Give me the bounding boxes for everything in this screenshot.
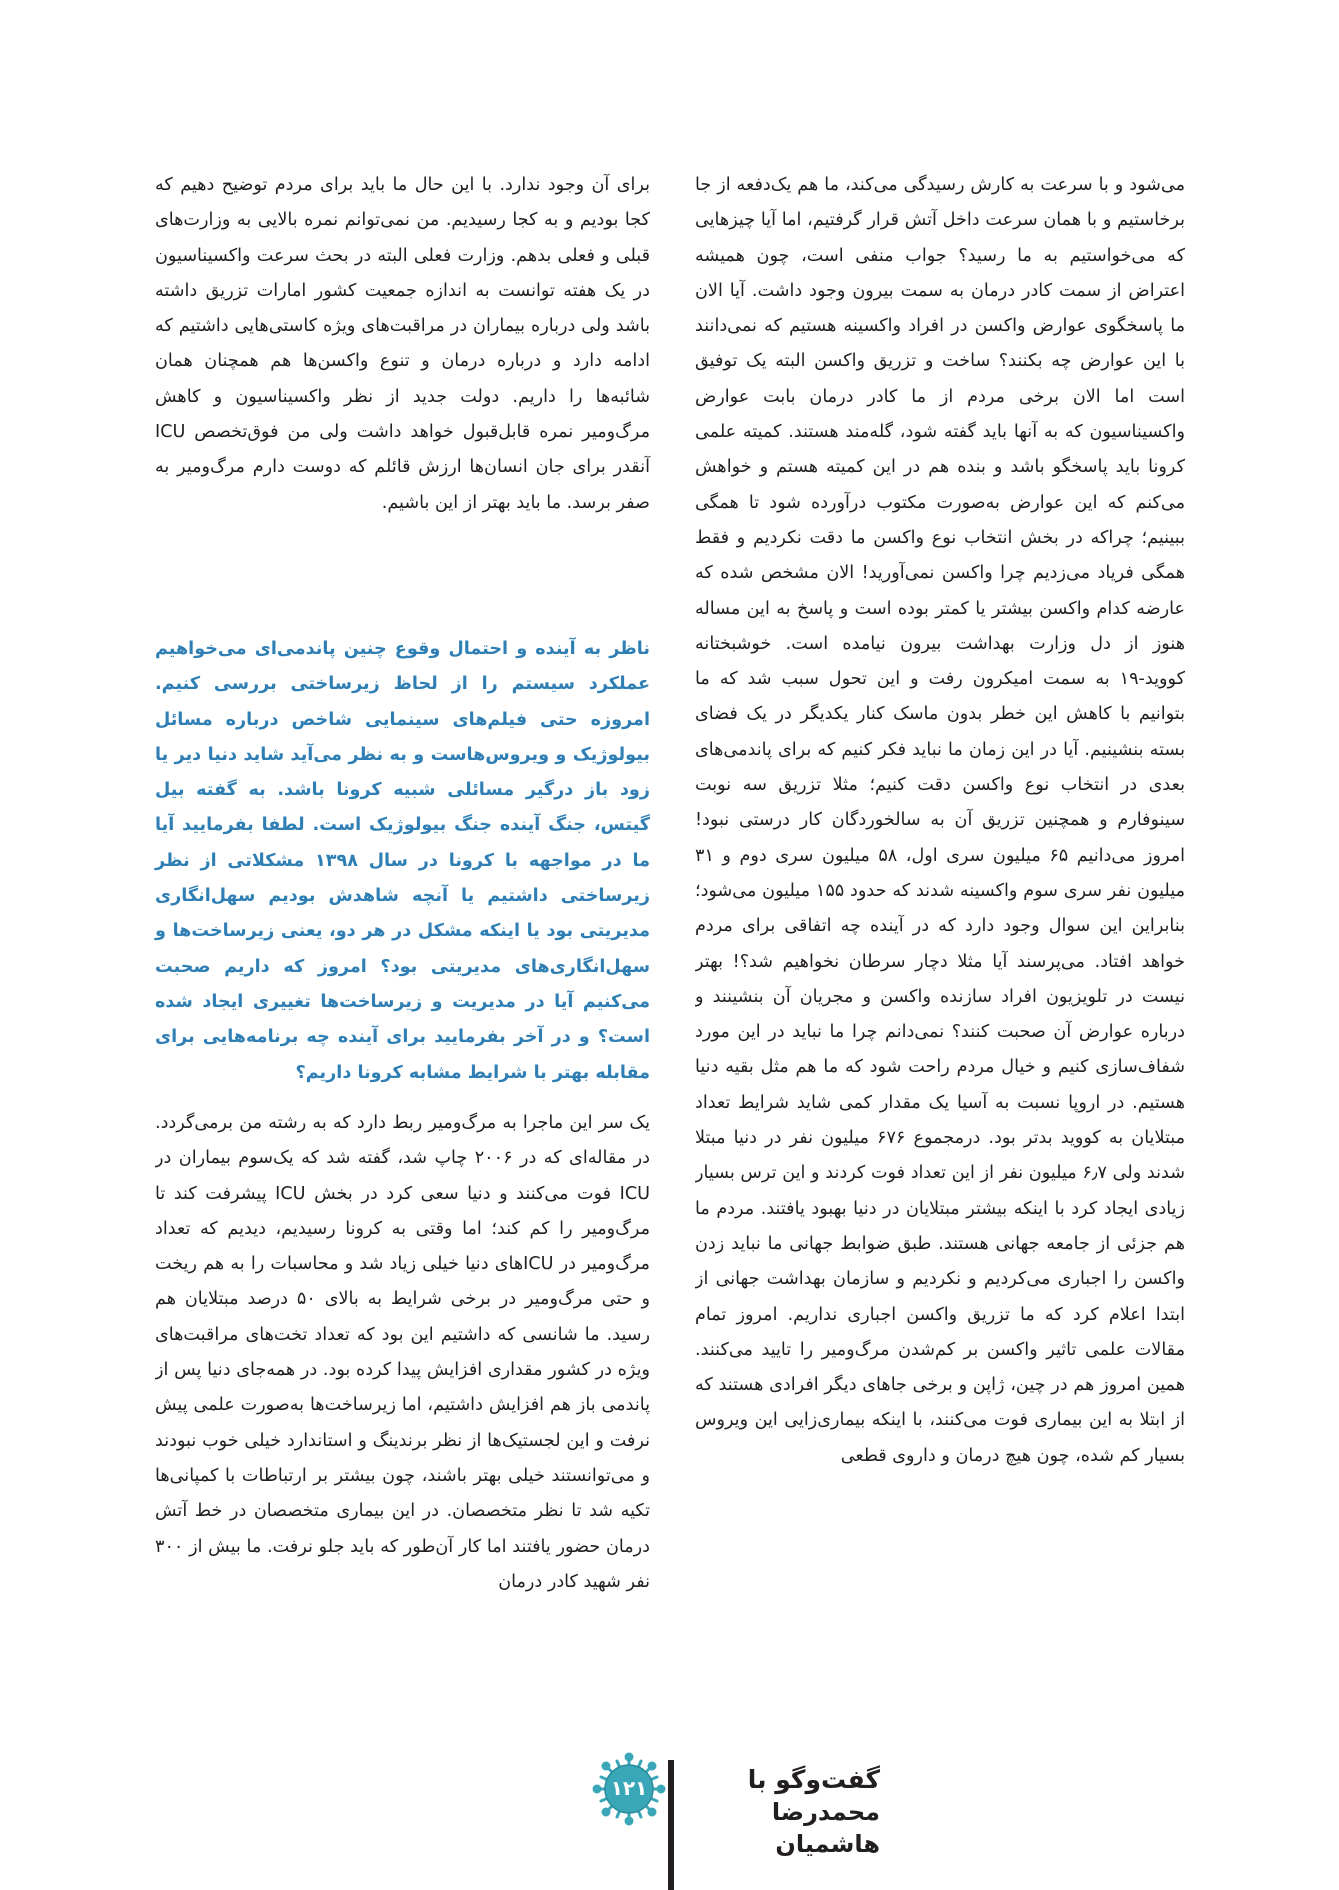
article-column-left-top xyxy=(155,168,650,521)
article-column-left-bottom xyxy=(155,1106,650,1720)
body-paragraph: می‌شود و با سرعت به کارش رسیدگی می‌کند، ما هم یک‌دفعه از جا برخاستیم و با همان سرعت داخل آتش قرار گرفتیم، اما آیا چیزهایی که می‌خواستیم به ما رسید؟ جواب منفی است، چون همیشه اعتراض از سمت کادر درمان به سمت بیرون وجود داشت. آیا الان ما پاسخگوی عوارض واکسن در افراد واکسینه هستیم که نمی‌دانند با این عوارض چه بکنند؟ ساخت و تزریق واکسن البته یک توفیق است اما الان برخی مردم از ما کادر درمان بابت عوارض واکسیناسیون که به آنها باید گفته شود، گله‌مند هستند. کمیته علمی کرونا باید پاسخگو باشد و بنده هم در این کمیته هستم و خواهش می‌کنم که این عوارض به‌صورت مکتوب درآورده شود تا همگی ببینیم؛ چراکه در بخش انتخاب نوع واکسن ما دقت نکردیم و فقط همگی فریاد می‌زدیم چرا واکسن نمی‌آورید! الان مشخص شده که عارضه کدام واکسن بیشتر یا کمتر بوده است و پاسخ به این مساله هنوز از دل وزارت بهداشت بیرون نیامده است. خوشبختانه کووید-۱۹ به سمت امیکرون رفت و این تحول سبب شد که ما بتوانیم با کاهش این خطر بدون ماسک کنار یکدیگر در یک فضای بسته بنشینیم. آیا در این زمان ما نباید فکر کنیم که برای پاندمی‌های بعدی در انتخاب نوع واکسن دقت کنیم؛ مثلا تزریق سه نوبت سینوفارم و همچنین تزریق آن به سالخوردگان کار درستی نبود! امروز می‌دانیم ۶۵ میلیون سری اول، ۵۸ میلیون سری دوم و ۳۱ میلیون نفر سری سوم واکسینه شدند که حدود ۱۵۵ میلیون می‌شود؛ بنابراین این سوال وجود دارد که در آینده چه اتفاقی برای مردم خواهد افتاد. می‌پرسند آیا مثلا دچار سرطان نخواهیم شد؟! بهتر نیست در تلویزیون افراد سازنده واکسن و مجریان آن بنشینند و درباره عوارض آن صحبت کنند؟ نمی‌دانم چرا ما نباید در این مورد شفاف‌سازی کنیم و خیال مردم راحت شود که ما هم مثل بقیه دنیا هستیم. در اروپا نسبت به آسیا یک مقدار کمی شاید شرایط تعداد مبتلایان به کووید بدتر بود. درمجموع ۶۷۶ میلیون نفر در دنیا مبتلا شدند ولی ۶٫۷ میلیون نفر از این تعداد فوت کردند و این ترس بسیار زیادی ایجاد کرد با اینکه بیشتر مبتلایان در دنیا بهبود یافتند. مردم ما هم جزئی از جامعه جهانی هستند. طبق ضوابط جهانی ما نباید زدن واکسن را اجباری می‌کردیم و نکردیم و سازمان بهداشت جهانی از ابتدا اعلام کرد که ما تزریق واکسن اجباری نداریم. امروز تمام مقالات علمی تاثیر واکسن بر کم‌شدن مرگ‌ومیر را تایید می‌کنند. همین امروز هم در چین، ژاپن و برخی جاهای دیگر افرادی هستند که از ابتلا به این بیماری فوت می‌کنند، با اینکه بیماری‌زایی این ویروس بسیار کم شده، چون هیچ درمان و داروی قطعی xyxy=(695,175,1185,1466)
article-column-right xyxy=(695,168,1185,1720)
footer-interviewee-name: محمدرضا هاشمیان xyxy=(771,1798,880,1858)
footer-divider xyxy=(668,1760,674,1890)
page-number: ۱۲۱ xyxy=(610,1776,648,1800)
interview-question xyxy=(155,632,650,1091)
body-paragraph: یک سر این ماجرا به مرگ‌ومیر ربط دارد که به رشته من برمی‌گردد. در مقاله‌ای که در ۲۰۰۶ چاپ شد، گفته شد که یک‌سوم بیماران در ICU فوت می‌کنند و دنیا سعی کرد در بخش ICU پیشرفت کند تا مرگ‌ومیر را کم کند؛ اما وقتی به کرونا رسیدیم، دیدیم که تعداد مرگ‌ومیر در ICUهای دنیا خیلی زیاد شد و محاسبات را به هم ریخت و حتی مرگ‌ومیر در برخی شرایط به بالای ۵۰ درصد مبتلایان هم رسید. ما شانسی که داشتیم این بود که تعداد تخت‌های مراقبت‌های ویژه در کشور مقداری افزایش پیدا کرده بود. در همه‌جای دنیا پس از پاندمی باز هم افزایش داشتیم، اما زیرساخت‌ها به‌صورت علمی پیش نرفت و این لجستیک‌ها از نظر برندینگ و استاندارد خیلی خوب نبودند و می‌توانستند خیلی بهتر باشند، چون بیشتر بر ارتباطات با کمپانی‌ها تکیه شد تا نظر متخصصان. در این بیماری متخصصان در خط آتش درمان حضور یافتند اما کار آن‌طور که باید جلو نرفت. ما بیش از ۳۰۰ نفر شهید کادر درمان xyxy=(155,1113,650,1592)
question-paragraph: ناظر به آینده و احتمال وقوع چنین پاندمی‌ای می‌خواهیم عملکرد سیستم را از لحاظ زیرساختی بررسی کنیم. امروزه حتی فیلم‌های سینمایی شاخص درباره مسائل بیولوژیک و ویروس‌هاست و به نظر می‌آید شاید دنیا دیر یا زود باز درگیر مسائلی شبیه کرونا باشد. به گفته بیل گیتس، جنگ آینده جنگ بیولوژیک است. لطفا بفرمایید آیا ما در مواجهه با کرونا در سال ۱۳۹۸ مشکلاتی از نظر زیرساختی داشتیم یا آنچه شاهدش بودیم سهل‌انگاری مدیریتی بود یا اینکه مشکل در هر دو، یعنی زیرساخت‌ها و سهل‌انگاری‌های مدیریتی بود؟ امروز که داریم صحبت می‌کنیم آیا در مدیریت و زیرساخت‌ها تغییری ایجاد شده است؟ و در آخر بفرمایید برای آینده چه برنامه‌هایی برای مقابله بهتر با شرایط مشابه کرونا داریم؟ xyxy=(155,639,650,1083)
footer-section-title: گفت‌وگو با xyxy=(747,1765,880,1794)
body-paragraph: برای آن وجود ندارد. با این حال ما باید برای مردم توضیح دهیم که کجا بودیم و به کجا رسیدیم. من نمی‌توانم نمره بالایی به وزارت‌های قبلی و فعلی بدهم. وزارت فعلی البته در بحث سرعت واکسیناسیون در یک هفته توانست به اندازه جمعیت کشور امارات تزریق داشته باشد ولی درباره بیماران در مراقبت‌های ویژه کاستی‌هایی داشتیم که ادامه دارد و درباره درمان و تنوع واکسن‌ها هم همچنان همان شائبه‌ها را داریم. دولت جدید از نظر واکسیناسیون و کاهش مرگ‌ومیر نمره قابل‌قبول خواهد داشت ولی من فوق‌تخصص ICU آنقدر برای جان انسان‌ها ارزش قائلم که دوست دارم مرگ‌ومیر به صفر برسد. ما باید بهتر از این باشیم. xyxy=(155,175,650,513)
